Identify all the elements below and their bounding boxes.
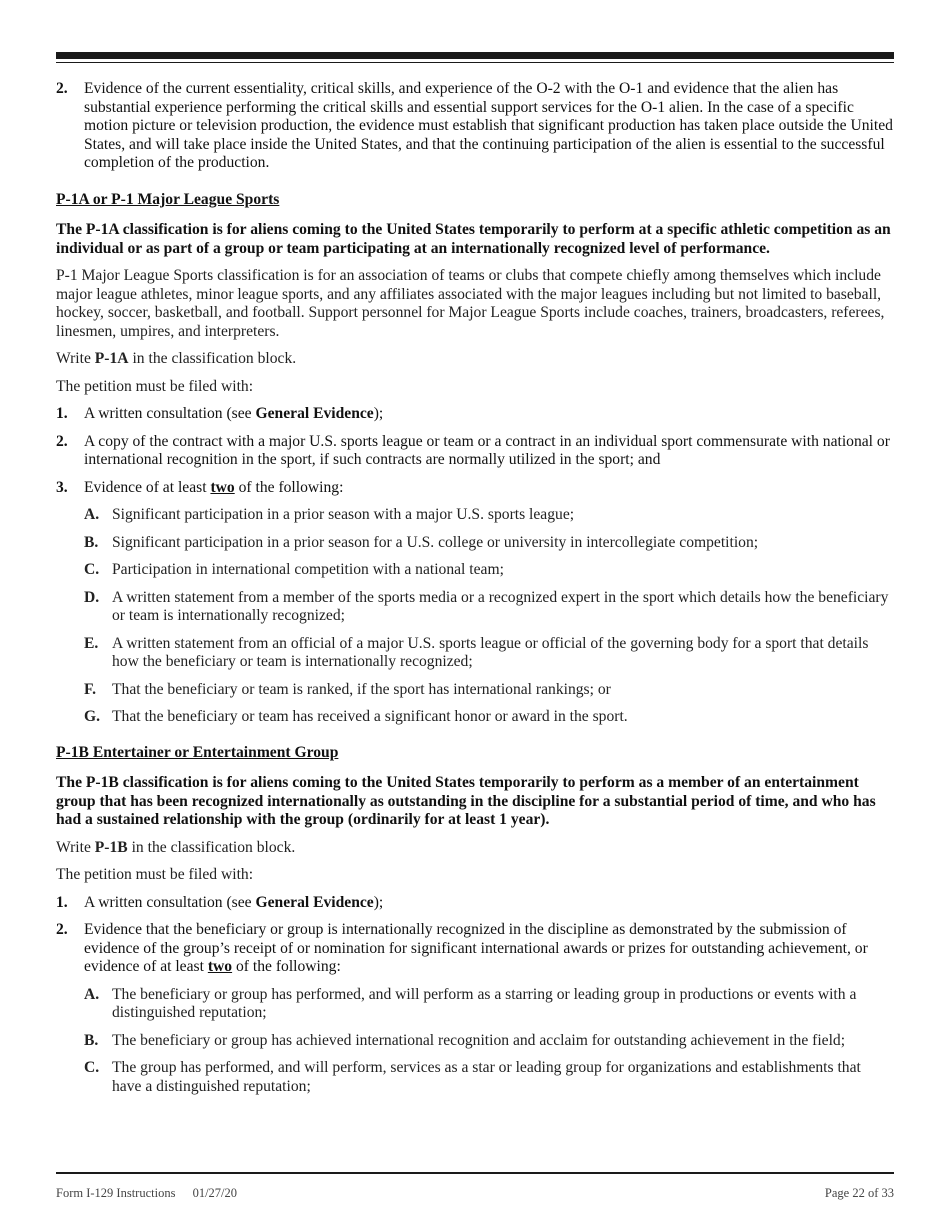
sub-letter: B. (84, 533, 99, 551)
sub-letter: G. (84, 708, 101, 725)
sub-text: The beneficiary or group has achieved international recognition and acclaim for outstanding achievement in the field; (112, 1031, 846, 1049)
sub-text: That the beneficiary or team has received a significant honor or award in the sport. (112, 708, 628, 725)
p1b-filed-with: The petition must be filed with: (56, 866, 254, 883)
sub-text: The beneficiary or group has performed, and will perform as a starring or leading group in productions or events with a distinguished reputation; (112, 985, 857, 1021)
form-name: Form I-129 Instructions (56, 1186, 176, 1200)
text-bold: General Evidence (255, 405, 374, 422)
p1b-write-instruction (56, 839, 894, 858)
write-pre: Write (56, 350, 95, 367)
section-heading-p1a: P-1A or P-1 Major League Sports (56, 190, 280, 208)
list-item (56, 433, 894, 470)
sub-item (84, 681, 894, 700)
list-item (56, 80, 894, 173)
footer-left (56, 1186, 251, 1201)
text-pre: Evidence of at least (84, 478, 211, 496)
sub-item (84, 635, 894, 672)
sub-text: A written statement from a member of the sports media or a recognized expert in the sport which details how the beneficiary or team is internationally recognized; (112, 588, 889, 624)
sub-item (84, 561, 894, 580)
sub-item (84, 534, 894, 553)
sub-text: That the beneficiary or team is ranked, if the sport has international rankings; or (112, 680, 611, 698)
sub-item (84, 708, 894, 727)
sub-letter: E. (84, 634, 99, 652)
sub-item (84, 1032, 894, 1051)
text-post: ); (373, 405, 384, 422)
item-number: 2. (56, 432, 68, 450)
sub-text: Significant participation in a prior season with a major U.S. sports league; (112, 506, 575, 523)
section-heading-p1b: P-1B Entertainer or Entertainment Group (56, 743, 339, 761)
write-pre: Write (56, 838, 95, 856)
bottom-rule (56, 1172, 894, 1174)
item-number: 1. (56, 405, 68, 422)
write-post: in the classification block. (127, 838, 296, 856)
list-item (56, 479, 894, 498)
list-item (56, 405, 894, 424)
text-emphasis: two (210, 478, 235, 496)
sub-letter: B. (84, 1031, 99, 1049)
sub-letter: D. (84, 588, 100, 606)
sub-letter: A. (84, 506, 100, 523)
sub-letter: C. (84, 1059, 100, 1076)
sub-item (84, 506, 894, 525)
page-number: Page 22 of 33 (824, 1186, 894, 1200)
text-post: of the following: (232, 958, 341, 975)
p1a-intro: The P-1A classification is for aliens coming to the United States temporarily to perform at a specific athletic competition as an individual or as part of a group or team participating at an internationally recognized level of performance. (56, 221, 891, 257)
item-number: 1. (56, 893, 68, 911)
p1a-description: P-1 Major League Sports classification is for an association of teams or clubs that compete chiefly among themselves which include major league athletes, minor league sports, and any affiliates associated with the major leagues including but not limited to baseball, hockey, soccer, basketball, and football. Support personnel for Major League Sports include coaches, trainers, broadcasters, referees, linesmen, umpires, and interpreters. (56, 267, 885, 340)
text-emphasis: two (207, 958, 233, 975)
list-item (56, 894, 894, 913)
item-text: Evidence of the current essentiality, critical skills, and experience of the O-2 with the O-1 and evidence that the alien has substantial experience performing the critical skills and essential support services for the O-1 alien. In the case of a specific motion picture or television production, the evidence must establish that significant production has taken place outside the United States, and will take place inside the United States, and that the continuing participation of the alien is essential to the successful completion of the production. (84, 80, 893, 171)
item-text (84, 405, 383, 424)
top-rule (56, 52, 894, 59)
sub-item (84, 589, 894, 626)
item-text (84, 921, 894, 977)
text-pre: A written consultation (see (84, 405, 256, 422)
item-text: A copy of the contract with a major U.S. sports league or team or a contract in an individual sport commensurate with national or international recognition in the sport, if such contracts are normally utilized in the sport; and (84, 432, 890, 468)
text-pre: A written consultation (see (84, 893, 256, 911)
p1b-intro: The P-1B classification is for aliens coming to the United States temporarily to perform as a member of an entertainment group that has been recognized internationally as outstanding in the discipline for a substantial period of time, and who has had a sustained relationship with the group (ordinarily for at least 1 year). (56, 774, 876, 828)
sub-text: Participation in international competition with a national team; (112, 561, 504, 578)
item-text (84, 894, 383, 913)
sub-letter: C. (84, 561, 100, 578)
item-text (84, 479, 343, 498)
item-number: 2. (56, 80, 68, 97)
sub-text: The group has performed, and will perform, services as a star or leading group for organizations and establishments that have a distinguished reputation; (112, 1059, 861, 1095)
page-content (56, 80, 894, 1096)
sub-text: A written statement from an official of a major U.S. sports league or official of the governing body for a sport that details how the beneficiary or team is internationally recognized; (112, 634, 869, 670)
sub-item (84, 1059, 894, 1096)
p1a-filed-with: The petition must be filed with: (56, 377, 254, 395)
classification-code: P-1A (94, 350, 129, 367)
sub-letter: A. (84, 985, 100, 1003)
item-number: 2. (56, 921, 68, 938)
page-footer (56, 1186, 894, 1201)
top-rule-thin (56, 62, 894, 63)
text-post: of the following: (234, 478, 344, 496)
form-date: 01/27/20 (192, 1186, 238, 1200)
text-post: ); (373, 893, 384, 911)
list-item (56, 921, 894, 977)
sub-text: Significant participation in a prior season for a U.S. college or university in intercollegiate competition; (112, 533, 759, 551)
p1a-write-instruction (56, 350, 894, 369)
sub-letter: F. (84, 680, 96, 698)
item-number: 3. (56, 478, 68, 496)
write-post: in the classification block. (128, 350, 297, 367)
text-pre: Evidence that the beneficiary or group is internationally recognized in the discipline as demonstrated by the submission of evidence of the group’s receipt of or nomination for significant international awards or prizes for outstanding achievement, or evidence of at least (84, 921, 868, 975)
text-bold: General Evidence (255, 893, 374, 911)
sub-item (84, 986, 894, 1023)
classification-code: P-1B (94, 838, 128, 856)
